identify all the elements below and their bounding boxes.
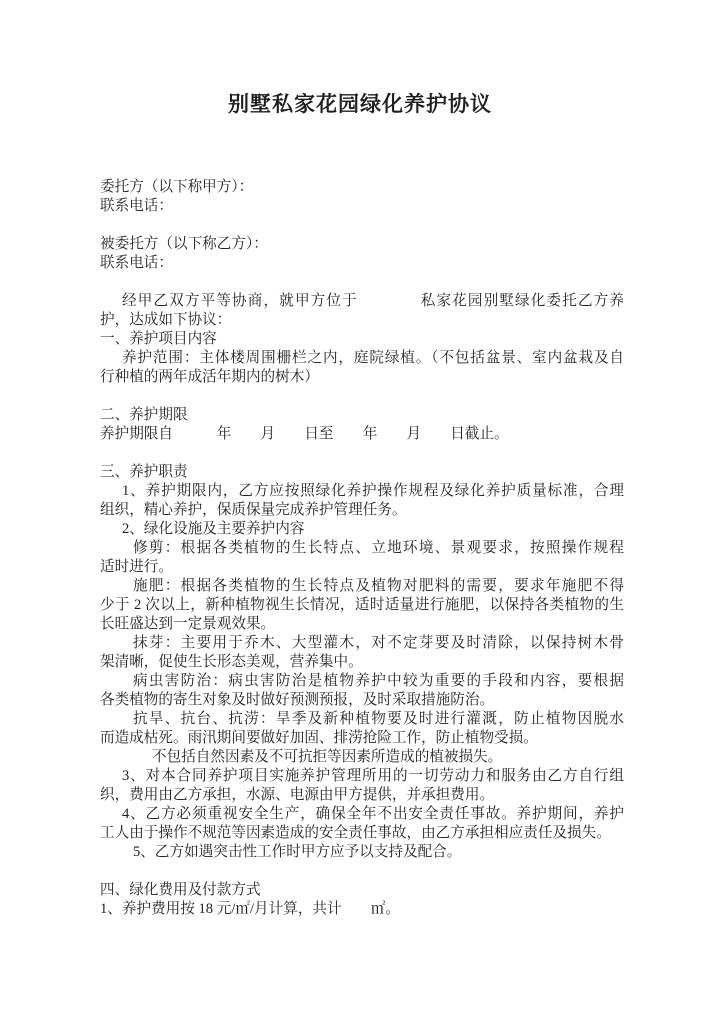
doc-line: 委托方（以下称甲方）： xyxy=(100,179,254,195)
doc-line: 工人由于操作不规范等因素造成的安全责任事故，由乙方承担相应责任及损失。 xyxy=(100,825,611,841)
doc-line: 架清晰，促使生长形态美观，营养集中。 xyxy=(100,654,363,670)
doc-line: 养护期限自 年 月 日至 年 月 日截止。 xyxy=(100,426,509,442)
doc-blank-line xyxy=(100,387,624,406)
doc-blank-line xyxy=(100,444,624,463)
doc-line: 不包括自然因素及不可抗拒等因素所造成的植被损失。 xyxy=(152,749,503,765)
doc-line: 长旺盛达到一定景观效果。 xyxy=(100,616,276,632)
doc-line: 抗旱、抗台、抗涝：旱季及新种植物要及时进行灌溉，防止植物因脱水 xyxy=(133,711,624,727)
doc-line: 四、绿化费用及付款方式 xyxy=(100,882,261,898)
doc-blank-line xyxy=(100,862,624,881)
doc-line: 联系电话： xyxy=(100,198,173,214)
doc-line: 修剪：根据各类植物的生长特点、立地环境、景观要求，按照操作规程 xyxy=(133,540,624,556)
document-body xyxy=(100,178,624,919)
doc-line: 三、养护职责 xyxy=(100,464,188,480)
doc-line: 3、对本合同养护项目实施养护管理所用的一切劳动力和服务由乙方自行组 xyxy=(122,768,624,784)
doc-line: 抹芽：主要用于乔木、大型灌木，对不定芽要及时清除，以保持树木骨 xyxy=(133,635,624,651)
doc-line: 组织，精心养护，保质保量完成养护管理任务。 xyxy=(100,502,407,518)
doc-line: 养护范围：主体楼周围栅栏之内，庭院绿植。（不包括盆景、室内盆栽及自 xyxy=(122,350,624,366)
doc-line: 护，达成如下协议： xyxy=(100,312,232,328)
doc-blank-line xyxy=(100,273,624,292)
doc-line: 而造成枯死。雨汛期间要做好加固、排涝抢险工作，防止植物受损。 xyxy=(100,730,538,746)
doc-line: 2、绿化设施及主要养护内容 xyxy=(122,521,305,537)
doc-line: 适时进行。 xyxy=(100,559,173,575)
doc-line: 一、养护项目内容 xyxy=(100,331,217,347)
doc-line: 织，费用由乙方承担，水源、电源由甲方提供，并承担费用。 xyxy=(100,787,495,803)
doc-line: 二、养护期限 xyxy=(100,407,188,423)
doc-line: 经甲乙双方平等协商，就甲方位于 私家花园别墅绿化委托乙方养 xyxy=(122,293,624,309)
doc-line: 联系电话： xyxy=(100,255,173,271)
doc-line: 被委托方（以下称乙方）： xyxy=(100,236,268,252)
doc-line: 各类植物的寄生对象及时做好预测预报，及时采取措施防治。 xyxy=(100,692,495,708)
doc-line: 1、养护期限内，乙方应按照绿化养护操作规程及绿化养护质量标准，合理 xyxy=(122,483,624,499)
doc-line: 5、乙方如遇突击性工作时甲方应予以支持及配合。 xyxy=(133,844,462,860)
doc-line: 病虫害防治：病虫害防治是植物养护中较为重要的手段和内容，要根据 xyxy=(133,673,624,689)
doc-blank-line xyxy=(100,216,624,235)
doc-line: 少于 2 次以上，新种植物视生长情况，适时适量进行施肥，以保持各类植物的生 xyxy=(100,597,624,613)
doc-line: 施肥：根据各类植物的生长特点及植物对肥料的需要，要求年施肥不得 xyxy=(133,578,624,594)
doc-line: 4、乙方必须重视安全生产，确保全年不出安全责任事故。养护期间，养护 xyxy=(122,806,624,822)
document-title: 别墅私家花园绿化养护协议 xyxy=(228,92,492,116)
doc-line: 行种植的两年成活年期内的树木） xyxy=(100,369,319,385)
doc-line: 1、养护费用按 18 元/㎡/月计算，共计 ㎡。 xyxy=(100,901,400,917)
